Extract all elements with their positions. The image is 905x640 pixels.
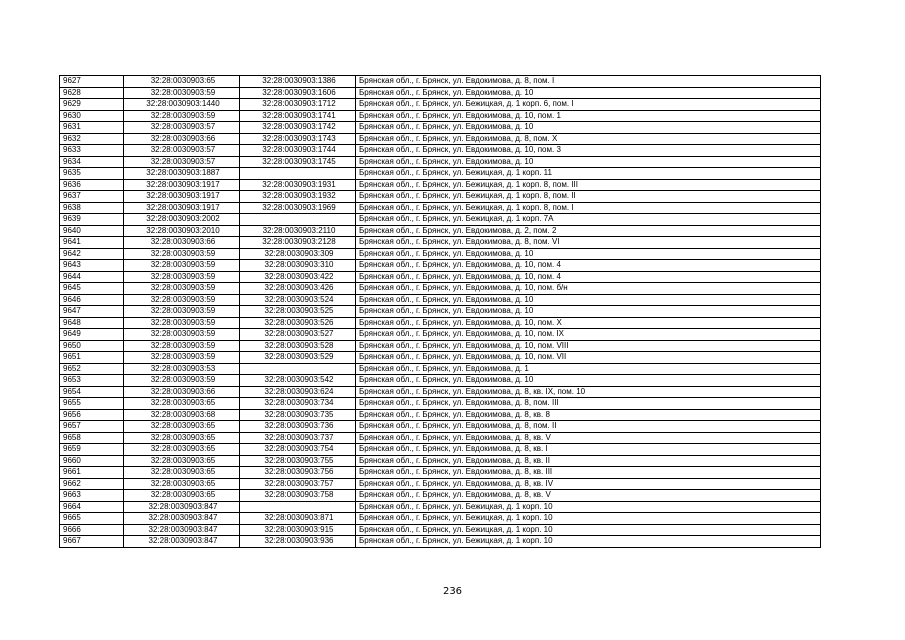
row-number-cell: 9627 — [60, 76, 124, 88]
cadastral-number-cell: 32:28:0030903:65 — [124, 398, 240, 410]
row-number-cell: 9656 — [60, 409, 124, 421]
table-row — [60, 421, 821, 433]
address-cell: Брянская обл., г. Брянск, ул. Евдокимова, д. 8, пом. X — [356, 133, 821, 145]
table-row — [60, 317, 821, 329]
cadastral-number-cell: 32:28:0030903:59 — [124, 87, 240, 99]
table-row — [60, 409, 821, 421]
address-cell: Брянская обл., г. Брянск, ул. Евдокимова, д. 10 — [356, 306, 821, 318]
address-cell: Брянская обл., г. Брянск, ул. Евдокимова, д. 8, кв. IX, пом. 10 — [356, 386, 821, 398]
object-cadastral-number-cell: 32:28:0030903:1742 — [240, 122, 356, 134]
table-row — [60, 501, 821, 513]
table-row — [60, 145, 821, 157]
cadastral-number-cell: 32:28:0030903:59 — [124, 317, 240, 329]
table-row — [60, 398, 821, 410]
address-cell: Брянская обл., г. Брянск, ул. Евдокимова, д. 10, пом. VII — [356, 352, 821, 364]
object-cadastral-number-cell: 32:28:0030903:309 — [240, 248, 356, 260]
cadastral-number-cell: 32:28:0030903:59 — [124, 283, 240, 295]
table-row — [60, 202, 821, 214]
address-cell: Брянская обл., г. Брянск, ул. Евдокимова, д. 10 — [356, 87, 821, 99]
table-row — [60, 478, 821, 490]
cadastral-number-cell: 32:28:0030903:59 — [124, 248, 240, 260]
row-number-cell: 9646 — [60, 294, 124, 306]
row-number-cell: 9636 — [60, 179, 124, 191]
row-number-cell: 9653 — [60, 375, 124, 387]
row-number-cell: 9647 — [60, 306, 124, 318]
cadastral-number-cell: 32:28:0030903:59 — [124, 352, 240, 364]
table-row — [60, 432, 821, 444]
row-number-cell: 9630 — [60, 110, 124, 122]
object-cadastral-number-cell: 32:28:0030903:1386 — [240, 76, 356, 88]
row-number-cell: 9650 — [60, 340, 124, 352]
row-number-cell: 9667 — [60, 536, 124, 548]
cadastral-number-cell: 32:28:0030903:65 — [124, 490, 240, 502]
table-row — [60, 490, 821, 502]
row-number-cell: 9665 — [60, 513, 124, 525]
cadastral-number-cell: 32:28:0030903:65 — [124, 455, 240, 467]
cadastral-number-cell: 32:28:0030903:66 — [124, 237, 240, 249]
table-row — [60, 352, 821, 364]
address-cell: Брянская обл., г. Брянск, ул. Евдокимова, д. 8, кв. III — [356, 467, 821, 479]
address-cell: Брянская обл., г. Брянск, ул. Евдокимова, д. 8, кв. IV — [356, 478, 821, 490]
table-row — [60, 248, 821, 260]
row-number-cell: 9628 — [60, 87, 124, 99]
address-cell: Брянская обл., г. Брянск, ул. Евдокимова, д. 2, пом. 2 — [356, 225, 821, 237]
row-number-cell: 9655 — [60, 398, 124, 410]
object-cadastral-number-cell: 32:28:0030903:754 — [240, 444, 356, 456]
object-cadastral-number-cell: 32:28:0030903:1931 — [240, 179, 356, 191]
address-cell: Брянская обл., г. Брянск, ул. Евдокимова, д. 10, пом. б/н — [356, 283, 821, 295]
row-number-cell: 9637 — [60, 191, 124, 203]
address-cell: Брянская обл., г. Брянск, ул. Евдокимова, д. 8, пом. III — [356, 398, 821, 410]
table-row — [60, 110, 821, 122]
row-number-cell: 9633 — [60, 145, 124, 157]
table-row — [60, 455, 821, 467]
object-cadastral-number-cell: 32:28:0030903:915 — [240, 524, 356, 536]
object-cadastral-number-cell: 32:28:0030903:2110 — [240, 225, 356, 237]
object-cadastral-number-cell: 32:28:0030903:528 — [240, 340, 356, 352]
table-row — [60, 122, 821, 134]
object-cadastral-number-cell: 32:28:0030903:524 — [240, 294, 356, 306]
cadastral-number-cell: 32:28:0030903:1917 — [124, 202, 240, 214]
cadastral-number-cell: 32:28:0030903:57 — [124, 145, 240, 157]
address-cell: Брянская обл., г. Брянск, ул. Евдокимова, д. 1 — [356, 363, 821, 375]
row-number-cell: 9643 — [60, 260, 124, 272]
row-number-cell: 9663 — [60, 490, 124, 502]
object-cadastral-number-cell: 32:28:0030903:757 — [240, 478, 356, 490]
table-row — [60, 513, 821, 525]
page-number: 236 — [442, 586, 463, 597]
address-cell: Брянская обл., г. Брянск, ул. Евдокимова, д. 8, пом. I — [356, 76, 821, 88]
address-cell: Брянская обл., г. Брянск, ул. Евдокимова, д. 8, кв. I — [356, 444, 821, 456]
table-row — [60, 99, 821, 111]
address-cell: Брянская обл., г. Брянск, ул. Евдокимова, д. 8, кв. 8 — [356, 409, 821, 421]
object-cadastral-number-cell: 32:28:0030903:735 — [240, 409, 356, 421]
row-number-cell: 9648 — [60, 317, 124, 329]
cadastral-number-cell: 32:28:0030903:847 — [124, 536, 240, 548]
table-row — [60, 168, 821, 180]
cadastral-number-cell: 32:28:0030903:59 — [124, 294, 240, 306]
cadastral-number-cell: 32:28:0030903:847 — [124, 513, 240, 525]
row-number-cell: 9657 — [60, 421, 124, 433]
cadastral-number-cell: 32:28:0030903:53 — [124, 363, 240, 375]
cadastral-number-cell: 32:28:0030903:59 — [124, 110, 240, 122]
address-cell: Брянская обл., г. Брянск, ул. Евдокимова, д. 8, пом. VI — [356, 237, 821, 249]
object-cadastral-number-cell: 32:28:0030903:936 — [240, 536, 356, 548]
address-cell: Брянская обл., г. Брянск, ул. Бежицкая, д. 1 корп. 6, пом. I — [356, 99, 821, 111]
cadastral-number-cell: 32:28:0030903:65 — [124, 76, 240, 88]
address-cell: Брянская обл., г. Брянск, ул. Евдокимова, д. 10, пом. X — [356, 317, 821, 329]
row-number-cell: 9666 — [60, 524, 124, 536]
row-number-cell: 9649 — [60, 329, 124, 341]
table-row — [60, 340, 821, 352]
row-number-cell: 9645 — [60, 283, 124, 295]
object-cadastral-number-cell — [240, 363, 356, 375]
row-number-cell: 9652 — [60, 363, 124, 375]
cadastral-number-cell: 32:28:0030903:57 — [124, 156, 240, 168]
object-cadastral-number-cell: 32:28:0030903:310 — [240, 260, 356, 272]
table-row — [60, 156, 821, 168]
cadastral-number-cell: 32:28:0030903:66 — [124, 133, 240, 145]
row-number-cell: 9661 — [60, 467, 124, 479]
row-number-cell: 9644 — [60, 271, 124, 283]
address-cell: Брянская обл., г. Брянск, ул. Евдокимова, д. 10, пом. IX — [356, 329, 821, 341]
address-cell: Брянская обл., г. Брянск, ул. Евдокимова, д. 10, пом. VIII — [356, 340, 821, 352]
row-number-cell: 9639 — [60, 214, 124, 226]
cadastral-number-cell: 32:28:0030903:59 — [124, 340, 240, 352]
object-cadastral-number-cell: 32:28:0030903:736 — [240, 421, 356, 433]
address-cell: Брянская обл., г. Брянск, ул. Бежицкая, д. 1 корп. 8, пом. III — [356, 179, 821, 191]
table-row — [60, 225, 821, 237]
cadastral-number-cell: 32:28:0030903:59 — [124, 306, 240, 318]
table-row — [60, 237, 821, 249]
row-number-cell: 9660 — [60, 455, 124, 467]
row-number-cell: 9662 — [60, 478, 124, 490]
object-cadastral-number-cell: 32:28:0030903:527 — [240, 329, 356, 341]
object-cadastral-number-cell: 32:28:0030903:1969 — [240, 202, 356, 214]
address-cell: Брянская обл., г. Брянск, ул. Евдокимова, д. 10 — [356, 122, 821, 134]
cadastral-number-cell: 32:28:0030903:68 — [124, 409, 240, 421]
table-row — [60, 306, 821, 318]
table-row — [60, 76, 821, 88]
address-cell: Брянская обл., г. Брянск, ул. Евдокимова, д. 10, пом. 1 — [356, 110, 821, 122]
object-cadastral-number-cell: 32:28:0030903:734 — [240, 398, 356, 410]
object-cadastral-number-cell: 32:28:0030903:1606 — [240, 87, 356, 99]
address-cell: Брянская обл., г. Брянск, ул. Евдокимова, д. 10 — [356, 294, 821, 306]
row-number-cell: 9642 — [60, 248, 124, 260]
table-row — [60, 133, 821, 145]
table-row — [60, 536, 821, 548]
object-cadastral-number-cell: 32:28:0030903:1743 — [240, 133, 356, 145]
cadastral-number-cell: 32:28:0030903:2002 — [124, 214, 240, 226]
table-row — [60, 260, 821, 272]
row-number-cell: 9631 — [60, 122, 124, 134]
address-cell: Брянская обл., г. Брянск, ул. Евдокимова, д. 10, пом. 4 — [356, 271, 821, 283]
table-row — [60, 375, 821, 387]
address-cell: Брянская обл., г. Брянск, ул. Бежицкая, д. 1 корп. 7А — [356, 214, 821, 226]
object-cadastral-number-cell — [240, 501, 356, 513]
object-cadastral-number-cell: 32:28:0030903:755 — [240, 455, 356, 467]
cadastral-number-cell: 32:28:0030903:59 — [124, 271, 240, 283]
cadastral-number-cell: 32:28:0030903:1917 — [124, 191, 240, 203]
object-cadastral-number-cell: 32:28:0030903:1745 — [240, 156, 356, 168]
object-cadastral-number-cell: 32:28:0030903:756 — [240, 467, 356, 479]
object-cadastral-number-cell: 32:28:0030903:758 — [240, 490, 356, 502]
cadastral-number-cell: 32:28:0030903:65 — [124, 432, 240, 444]
object-cadastral-number-cell: 32:28:0030903:871 — [240, 513, 356, 525]
table-row — [60, 179, 821, 191]
cadastral-number-cell: 32:28:0030903:65 — [124, 444, 240, 456]
address-cell: Брянская обл., г. Брянск, ул. Евдокимова, д. 10, пом. 3 — [356, 145, 821, 157]
table-row — [60, 283, 821, 295]
row-number-cell: 9634 — [60, 156, 124, 168]
table-row — [60, 294, 821, 306]
table-row — [60, 444, 821, 456]
cadastral-number-cell: 32:28:0030903:1887 — [124, 168, 240, 180]
address-cell: Брянская обл., г. Брянск, ул. Евдокимова, д. 10, пом. 4 — [356, 260, 821, 272]
table-row — [60, 386, 821, 398]
table-row — [60, 363, 821, 375]
row-number-cell: 9640 — [60, 225, 124, 237]
object-cadastral-number-cell: 32:28:0030903:525 — [240, 306, 356, 318]
cadastral-number-cell: 32:28:0030903:59 — [124, 375, 240, 387]
cadastral-number-cell: 32:28:0030903:1917 — [124, 179, 240, 191]
row-number-cell: 9632 — [60, 133, 124, 145]
cadastral-number-cell: 32:28:0030903:65 — [124, 478, 240, 490]
address-cell: Брянская обл., г. Брянск, ул. Бежицкая, д. 1 корп. 11 — [356, 168, 821, 180]
address-cell: Брянская обл., г. Брянск, ул. Евдокимова, д. 8, кв. II — [356, 455, 821, 467]
object-cadastral-number-cell: 32:28:0030903:426 — [240, 283, 356, 295]
address-cell: Брянская обл., г. Брянск, ул. Евдокимова, д. 10 — [356, 156, 821, 168]
address-cell: Брянская обл., г. Брянск, ул. Бежицкая, д. 1 корп. 10 — [356, 513, 821, 525]
object-cadastral-number-cell: 32:28:0030903:1744 — [240, 145, 356, 157]
address-cell: Брянская обл., г. Брянск, ул. Евдокимова, д. 10 — [356, 375, 821, 387]
cadastral-number-cell: 32:28:0030903:66 — [124, 386, 240, 398]
cadastral-number-cell: 32:28:0030903:847 — [124, 501, 240, 513]
table-row — [60, 214, 821, 226]
row-number-cell: 9659 — [60, 444, 124, 456]
cadastral-number-cell: 32:28:0030903:1440 — [124, 99, 240, 111]
object-cadastral-number-cell — [240, 168, 356, 180]
object-cadastral-number-cell: 32:28:0030903:526 — [240, 317, 356, 329]
cadastral-number-cell: 32:28:0030903:2010 — [124, 225, 240, 237]
cadastral-number-cell: 32:28:0030903:57 — [124, 122, 240, 134]
object-cadastral-number-cell: 32:28:0030903:422 — [240, 271, 356, 283]
address-cell: Брянская обл., г. Брянск, ул. Евдокимова, д. 10 — [356, 248, 821, 260]
object-cadastral-number-cell: 32:28:0030903:1932 — [240, 191, 356, 203]
row-number-cell: 9635 — [60, 168, 124, 180]
cadastral-number-cell: 32:28:0030903:59 — [124, 260, 240, 272]
address-cell: Брянская обл., г. Брянск, ул. Евдокимова, д. 8, кв. V — [356, 490, 821, 502]
address-cell: Брянская обл., г. Брянск, ул. Евдокимова, д. 8, кв. V — [356, 432, 821, 444]
object-cadastral-number-cell: 32:28:0030903:1741 — [240, 110, 356, 122]
address-cell: Брянская обл., г. Брянск, ул. Евдокимова, д. 8, пом. II — [356, 421, 821, 433]
address-cell: Брянская обл., г. Брянск, ул. Бежицкая, д. 1 корп. 10 — [356, 524, 821, 536]
row-number-cell: 9629 — [60, 99, 124, 111]
cadastral-number-cell: 32:28:0030903:59 — [124, 329, 240, 341]
cadastral-number-cell: 32:28:0030903:65 — [124, 421, 240, 433]
row-number-cell: 9638 — [60, 202, 124, 214]
table-row — [60, 271, 821, 283]
row-number-cell: 9654 — [60, 386, 124, 398]
table-row — [60, 524, 821, 536]
table-row — [60, 191, 821, 203]
table-row — [60, 87, 821, 99]
address-cell: Брянская обл., г. Брянск, ул. Бежицкая, д. 1 корп. 10 — [356, 501, 821, 513]
row-number-cell: 9641 — [60, 237, 124, 249]
row-number-cell: 9658 — [60, 432, 124, 444]
registry-table-body — [60, 76, 821, 548]
object-cadastral-number-cell: 32:28:0030903:1712 — [240, 99, 356, 111]
cadastral-number-cell: 32:28:0030903:65 — [124, 467, 240, 479]
object-cadastral-number-cell: 32:28:0030903:529 — [240, 352, 356, 364]
table-row — [60, 467, 821, 479]
table-row — [60, 329, 821, 341]
object-cadastral-number-cell: 32:28:0030903:624 — [240, 386, 356, 398]
object-cadastral-number-cell: 32:28:0030903:2128 — [240, 237, 356, 249]
object-cadastral-number-cell — [240, 214, 356, 226]
address-cell: Брянская обл., г. Брянск, ул. Бежицкая, д. 1 корп. 8, пом. I — [356, 202, 821, 214]
row-number-cell: 9651 — [60, 352, 124, 364]
cadastral-number-cell: 32:28:0030903:847 — [124, 524, 240, 536]
registry-table — [59, 75, 821, 548]
object-cadastral-number-cell: 32:28:0030903:737 — [240, 432, 356, 444]
row-number-cell: 9664 — [60, 501, 124, 513]
object-cadastral-number-cell: 32:28:0030903:542 — [240, 375, 356, 387]
address-cell: Брянская обл., г. Брянск, ул. Бежицкая, д. 1 корп. 10 — [356, 536, 821, 548]
address-cell: Брянская обл., г. Брянск, ул. Бежицкая, д. 1 корп. 8, пом. II — [356, 191, 821, 203]
